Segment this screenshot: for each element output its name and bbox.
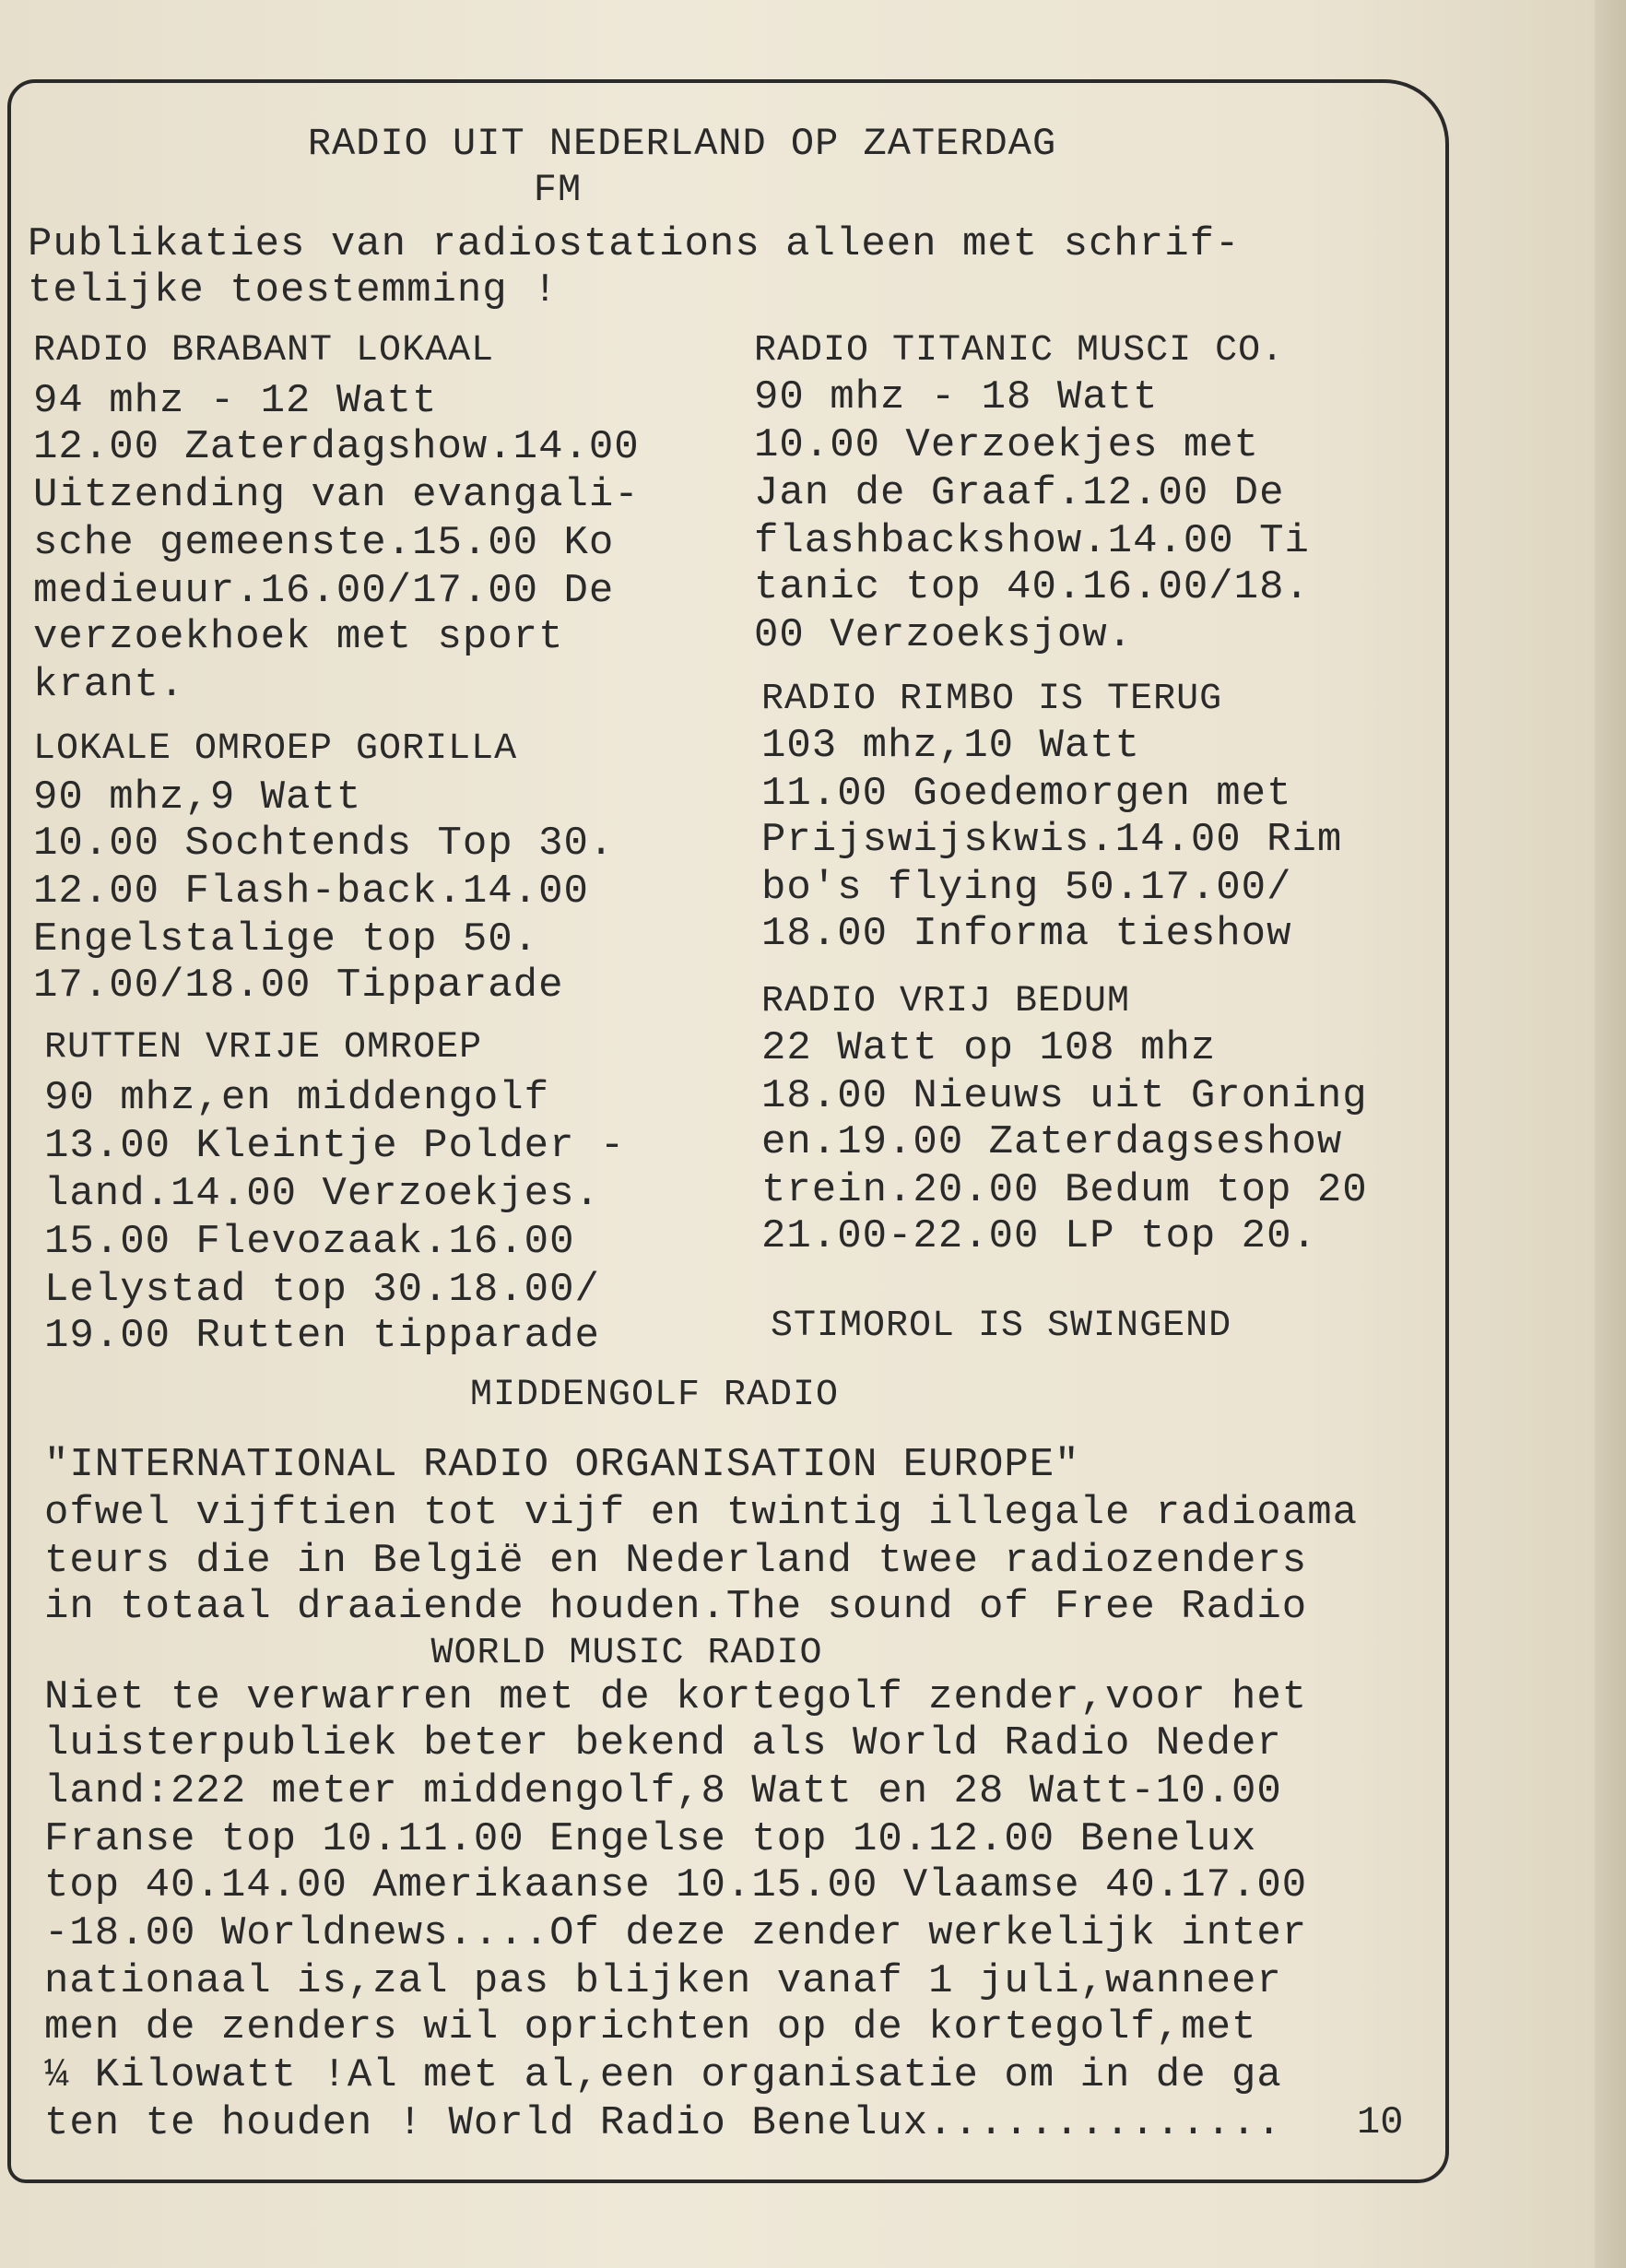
station-line: 21.00-22.00 LP top 20. xyxy=(761,1213,1317,1259)
station-line: 12.00 Zaterdagshow.14.00 xyxy=(33,424,640,470)
section-line: Niet te verwarren met de kortegolf zender,voor het xyxy=(44,1674,1308,1720)
section-line: land:222 meter middengolf,8 Watt en 28 Watt-10.00 xyxy=(44,1768,1282,1814)
station-line: Engelstalige top 50. xyxy=(33,916,539,963)
station-heading: RADIO TITANIC MUSCI CO. xyxy=(754,330,1285,372)
station-line: 18.00 Informa tieshow xyxy=(761,911,1292,957)
station-line: 90 mhz,9 Watt xyxy=(33,774,362,821)
station-line: land.14.00 Verzoekjes. xyxy=(44,1171,600,1217)
station-line: 90 mhz - 18 Watt xyxy=(754,374,1159,420)
station-line: 17.00/18.00 Tipparade xyxy=(33,963,564,1009)
section-line: "INTERNATIONAL RADIO ORGANISATION EUROPE" xyxy=(44,1442,1080,1488)
station-line: Prijswijskwis.14.00 Rim xyxy=(761,817,1343,863)
section-line: ¼ Kilowatt !Al met al,een organisatie om in de ga xyxy=(44,2052,1282,2098)
station-line: tanic top 40.16.00/18. xyxy=(754,564,1310,610)
station-line: flashbackshow.14.00 Ti xyxy=(754,518,1310,564)
station-line: Jan de Graaf.12.00 De xyxy=(754,470,1285,516)
station-line: 18.00 Nieuws uit Groning xyxy=(761,1073,1368,1119)
notice-line: telijke toestemming ! xyxy=(28,267,559,313)
station-line: trein.20.00 Bedum top 20 xyxy=(761,1167,1368,1213)
section-line: Franse top 10.11.00 Engelse top 10.12.00 Benelux xyxy=(44,1816,1257,1862)
station-line: 13.00 Kleintje Polder - xyxy=(44,1123,626,1169)
section-line: teurs die in België en Nederland twee radiozenders xyxy=(44,1538,1308,1584)
station-heading: RADIO RIMBO IS TERUG xyxy=(761,679,1223,720)
section-line: -18.00 Worldnews....Of deze zender werkelijk inter xyxy=(44,1910,1308,1956)
section-line: ofwel vijftien tot vijf en twintig illegale radioama xyxy=(44,1490,1359,1536)
page-title: RADIO UIT NEDERLAND OP ZATERDAG xyxy=(307,122,1057,166)
section-line: ten te houden ! World Radio Benelux.............. xyxy=(44,2100,1282,2146)
station-line: verzoekhoek met sport xyxy=(33,614,564,660)
page-subtitle: FM xyxy=(533,168,583,212)
page-number: 10 xyxy=(1357,2100,1404,2144)
station-line: medieuur.16.00/17.00 De xyxy=(33,568,615,614)
station-heading: STIMOROL IS SWINGEND xyxy=(771,1305,1232,1347)
station-line: en.19.00 Zaterdagseshow xyxy=(761,1119,1343,1165)
station-heading: RADIO VRIJ BEDUM xyxy=(761,981,1131,1022)
station-line: 11.00 Goedemorgen met xyxy=(761,771,1292,817)
station-line: Uitzending van evangali- xyxy=(33,472,640,518)
station-line: 00 Verzoeksjow. xyxy=(754,612,1134,658)
station-heading: RADIO BRABANT LOKAAL xyxy=(33,330,495,372)
station-line: 94 mhz - 12 Watt xyxy=(33,378,438,424)
section-line: nationaal is,zal pas blijken vanaf 1 juli,wanneer xyxy=(44,1958,1282,2004)
station-line: sche gemeenste.15.00 Ko xyxy=(33,520,615,566)
station-line: 19.00 Rutten tipparade xyxy=(44,1313,600,1359)
station-line: bo's flying 50.17.00/ xyxy=(761,865,1292,911)
station-heading: RUTTEN VRIJE OMROEP xyxy=(44,1027,483,1069)
station-line: Lelystad top 30.18.00/ xyxy=(44,1267,600,1313)
station-line: 15.00 Flevozaak.16.00 xyxy=(44,1219,575,1265)
station-heading: LOKALE OMROEP GORILLA xyxy=(33,728,518,770)
station-line: 10.00 Verzoekjes met xyxy=(754,422,1260,468)
section-heading: WORLD MUSIC RADIO xyxy=(430,1633,823,1674)
section-line: luisterpubliek beter bekend als World Radio Neder xyxy=(44,1720,1282,1766)
station-line: 90 mhz,en middengolf xyxy=(44,1075,550,1121)
station-line: 22 Watt op 108 mhz xyxy=(761,1025,1217,1071)
section-line: in totaal draaiende houden.The sound of Free Radio xyxy=(44,1584,1308,1630)
station-line: krant. xyxy=(33,662,185,708)
section-line: top 40.14.00 Amerikaanse 10.15.00 Vlaamse 40.17.00 xyxy=(44,1862,1308,1908)
section-line: men de zenders wil oprichten op de kortegolf,met xyxy=(44,2004,1257,2050)
station-line: 10.00 Sochtends Top 30. xyxy=(33,821,615,867)
page-edge xyxy=(1595,0,1626,2268)
section-heading: MIDDENGOLF RADIO xyxy=(469,1375,840,1416)
notice-line: Publikaties van radiostations alleen met schrif- xyxy=(28,221,1241,267)
station-line: 12.00 Flash-back.14.00 xyxy=(33,868,589,915)
station-line: 103 mhz,10 Watt xyxy=(761,723,1141,769)
